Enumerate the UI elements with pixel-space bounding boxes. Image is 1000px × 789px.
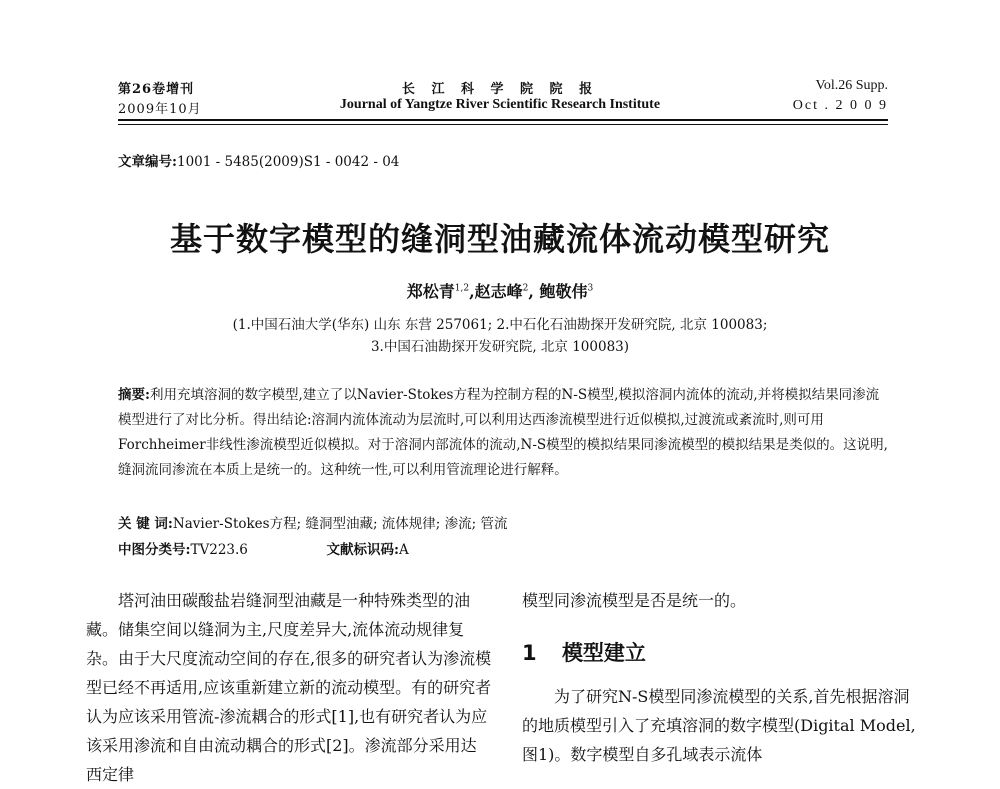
classification <box>118 538 409 558</box>
journal-title-cn: 长 江 科 学 院 院 报 <box>401 82 599 97</box>
right-column <box>522 586 920 769</box>
journal-title-en: Journal of Yangtze River Scientific Research Institute <box>339 97 661 112</box>
article-number <box>118 150 399 170</box>
article-number-label: 文章编号: <box>118 154 177 170</box>
body-paragraph: 为了研究N-S模型同渗流模型的关系,首先根据溶洞的地质模型引入了充填溶洞的数字模型(Digital Model,图1)。数字模型自多孔域表示流体 <box>522 687 916 764</box>
doc-code-label: 文献标识码: <box>326 542 399 558</box>
abstract <box>118 383 888 483</box>
abstract-label: 摘要: <box>118 387 150 403</box>
doc-code-value: A <box>398 542 409 558</box>
volume-en: Vol.26 Supp. <box>815 78 888 93</box>
author-2: ,赵志峰 <box>469 282 523 301</box>
clc-label: 中图分类号: <box>118 542 191 558</box>
author-2-affil: 2 <box>522 283 529 294</box>
section-number: 1 <box>522 641 537 665</box>
author-1-affil: 1,2 <box>454 283 470 294</box>
header-rule-thin <box>118 124 888 125</box>
header-rule-thick <box>118 119 888 121</box>
author-list <box>0 279 1000 302</box>
author-3: , 鲍敬伟 <box>528 282 588 301</box>
abstract-text: 利用充填溶洞的数字模型,建立了以Navier-Stokes方程为控制方程的N-S模型,模拟溶洞内流体的流动,并将模拟结果同渗流模型进行了对比分析。得出结论:溶洞内流体流动为层流时,可以利用达西渗流模型进行近似模拟,过渡流或紊流时,则可用Forchheimer非线性渗流模型近似模拟。对于溶洞内部流体的流动,N-S模型的模拟结果同渗流模型的模拟结果是类似的。这说明,缝洞流同渗流在本质上是统一的。这种统一性,可以利用管流理论进行解释。 <box>118 387 888 478</box>
paper-title: 基于数字模型的缝洞型油藏流体流动模型研究 <box>169 220 830 258</box>
date-en: Oct . 2 0 0 9 <box>792 98 888 113</box>
author-1: 郑松青 <box>406 282 455 301</box>
affiliation-line-1: (1.中国石油大学(华东) 山东 东营 257061; 2.中石化石油勘探开发研究院, 北京 100083; <box>232 317 768 333</box>
section-title: 模型建立 <box>561 641 646 665</box>
date-label: 2009年10月 <box>118 102 202 117</box>
body-paragraph: 塔河油田碳酸盐岩缝洞型油藏是一种特殊类型的油藏。储集空间以缝洞为主,尺度差异大,流体流动规律复杂。由于大尺度流动空间的存在,很多的研究者认为渗流模型已经不再适用,应该重新建立新的流动模型。有的研究者认为应该采用管流-渗流耦合的形式[1],也有研究者认为应该采用渗流和自由流动耦合的形式[2]。渗流部分采用达西定律 <box>86 591 492 784</box>
volume-label: 第26卷增刊 <box>118 82 195 97</box>
affiliation-line-2: 3.中国石油勘探开发研究院, 北京 100083) <box>370 339 630 355</box>
clc-value: TV223.6 <box>190 542 248 558</box>
section-heading <box>522 639 920 668</box>
keywords-label: 关 键 词: <box>118 516 173 532</box>
keywords-text: Navier-Stokes方程; 缝洞型油藏; 流体规律; 渗流; 管流 <box>172 516 508 532</box>
article-number-value: 1001 - 5485(2009)S1 - 0042 - 04 <box>176 154 400 170</box>
author-3-affil: 3 <box>587 283 594 294</box>
keywords <box>118 512 507 532</box>
left-column <box>86 586 492 789</box>
continued-text: 模型同渗流模型是否是统一的。 <box>522 591 747 610</box>
